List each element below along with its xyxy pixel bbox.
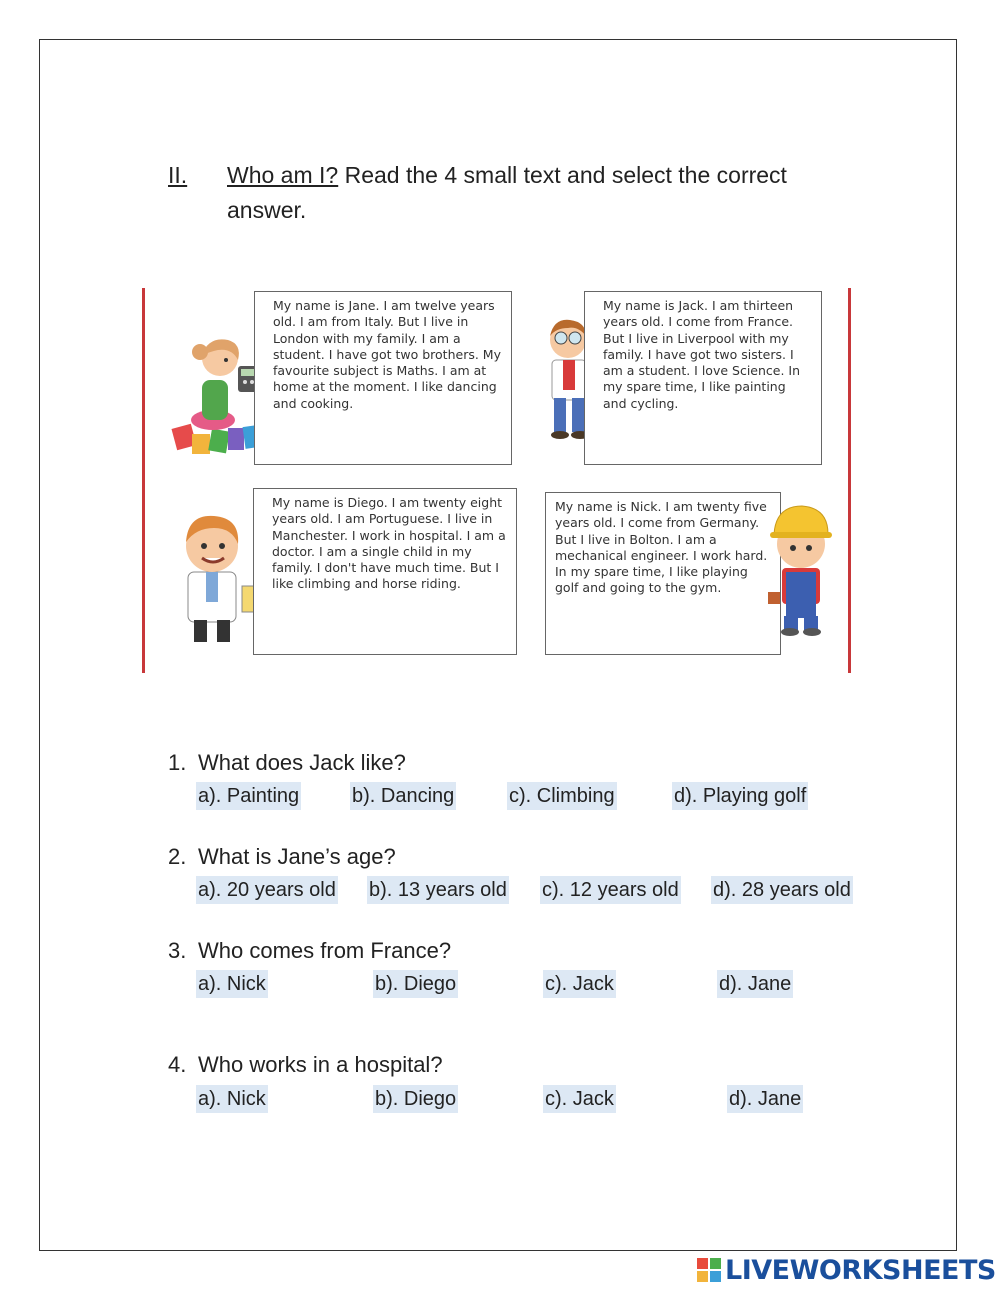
question-text: Who comes from France? xyxy=(198,938,452,963)
jane-text: My name is Jane. I am twelve years old. I am from Italy. But I live in London with my family. I am a student. I have got two brothers. My favourite subject is Maths. I am at home at the moment. I like dancing and cooking. xyxy=(273,298,501,411)
question-text: What does Jack like? xyxy=(198,750,406,775)
question-text: Who works in a hospital? xyxy=(198,1052,443,1077)
question-text: What is Jane’s age? xyxy=(198,844,396,869)
section-number: II. xyxy=(168,162,188,188)
panel-right-border xyxy=(848,288,851,673)
q2-option-a[interactable]: a). 20 years old xyxy=(196,876,338,904)
q3-option-c[interactable]: c). Jack xyxy=(543,970,616,998)
q4-option-b[interactable]: b). Diego xyxy=(373,1085,458,1113)
q4-option-c[interactable]: c). Jack xyxy=(543,1085,616,1113)
jack-text-box xyxy=(584,291,822,465)
diego-text: My name is Diego. I am twenty eight years old. I am Portuguese. I live in Manchester. I work in hospital. I am a doctor. I am a single child in my family. I don't have much time. But I like climbing and horse riding. xyxy=(272,495,506,592)
q1-option-a[interactable]: a). Painting xyxy=(196,782,301,810)
nick-text-box xyxy=(545,492,781,655)
panel-left-border xyxy=(142,288,145,673)
heading-instruction: Read the 4 small text and select the correct answer. xyxy=(227,162,787,223)
question-number: 2. xyxy=(168,844,187,869)
q2-option-c[interactable]: c). 12 years old xyxy=(540,876,681,904)
question-number: 1. xyxy=(168,750,187,775)
q1-option-c[interactable]: c). Climbing xyxy=(507,782,617,810)
q1-option-b[interactable]: b). Dancing xyxy=(350,782,456,810)
nick-illustration xyxy=(760,502,842,636)
heading-title: Who am I? xyxy=(227,162,339,188)
logo-blocks-icon xyxy=(697,1258,721,1282)
q3-option-d[interactable]: d). Jane xyxy=(717,970,793,998)
q3-option-a[interactable]: a). Nick xyxy=(196,970,268,998)
question-number: 3. xyxy=(168,938,187,963)
liveworksheets-logo xyxy=(697,1254,996,1286)
q4-option-a[interactable]: a). Nick xyxy=(196,1085,268,1113)
reading-panel xyxy=(142,288,852,673)
jack-text: My name is Jack. I am thirteen years old. I come from France. But I live in Liverpool with my family. I have got two sisters. I am a student. I love Science. In my spare time, I like painting and cycling. xyxy=(603,298,801,411)
q1-option-d[interactable]: d). Playing golf xyxy=(672,782,808,810)
q2-option-d[interactable]: d). 28 years old xyxy=(711,876,853,904)
diego-text-box xyxy=(253,488,517,655)
nick-text: My name is Nick. I am twenty five years old. I come from Germany. But I live in Bolton. I am a mechanical engineer. I work hard. In my spare time, I like playing golf and going to the gym. xyxy=(555,499,768,596)
q4-option-d[interactable]: d). Jane xyxy=(727,1085,803,1113)
question-number: 4. xyxy=(168,1052,187,1077)
jane-text-box xyxy=(254,291,512,465)
logo-text: LIVEWORKSHEETS xyxy=(725,1254,996,1286)
q3-option-b[interactable]: b). Diego xyxy=(373,970,458,998)
q2-option-b[interactable]: b). 13 years old xyxy=(367,876,509,904)
